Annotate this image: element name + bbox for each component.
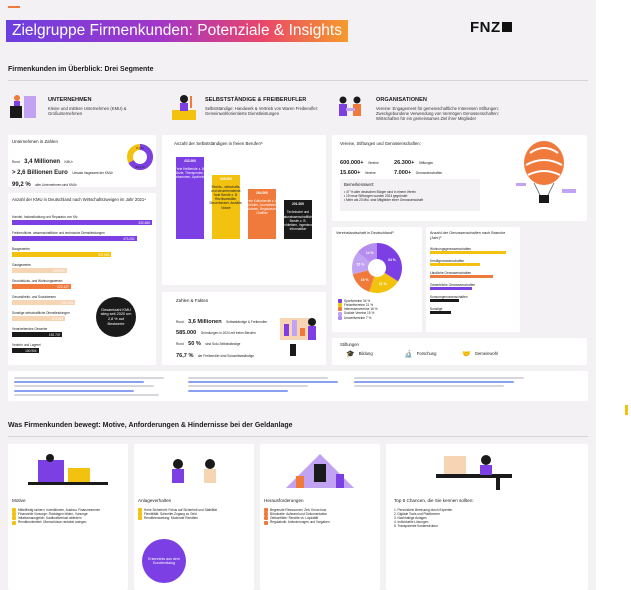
legend-label: Freizeitvereine 21 % [344,303,374,308]
coop-label: Gewerbliche Genossenschaften [430,283,476,287]
challenges-illustration [276,448,364,492]
list-text: Renditeorientiert: Überschüsse rentabel anlegen [18,520,87,525]
coop-label: Sonstige [430,307,443,311]
handshake-icon: 🤝 [462,351,471,358]
self-bar-chart [173,155,316,280]
kmu-bar-label: Verkehr und Lagerei [12,343,41,347]
header-banner [0,0,596,48]
section-divider-2 [8,436,588,437]
coop-list [430,247,516,319]
foundation-item-research [404,350,437,358]
self-bar-value: 264.000 [256,190,268,195]
pie-slice [377,243,402,281]
coop-label: Ländliche Genossenschaften [430,271,472,275]
stat-prefix: Rund [12,160,20,164]
pie-slice-label: 16 % [360,277,369,282]
segment-icon-organizations [335,92,367,122]
donut-label-small: 0,7 % [136,146,144,150]
coop-item [430,307,516,314]
opportunities-title: Top 5 Chancen, die Sie kennen sollten: [394,498,474,503]
coop-item [430,247,516,254]
fact-value: 3,6 Millionen [188,319,222,325]
notes-heading: Bemerkenswert: [344,182,375,187]
self-bar-label: Freie Heilberufe z. B. Ärzte, Therapeuten, Hebammen, Apotheker [173,167,207,180]
orgs-heading: Vereine, Stiftungen und Genossenschaften: [340,141,421,146]
card-association-pie [332,227,422,332]
kmu-bar-value: 379.993 [97,252,110,257]
header-accent-line [8,6,20,8]
card-kmu-chart [8,193,156,365]
stat-text: Genossenschaften [415,171,443,175]
stat-value: 99,2 % [12,182,31,188]
stat-text: Vereine [364,171,376,175]
card-opportunities [386,444,588,590]
motives-title: Motive [12,498,26,503]
section-divider [8,80,588,81]
coop-bar [430,275,493,278]
office-workers-icon [8,92,40,120]
kmu-bar-value: 192.747 [48,332,61,337]
foundations-heading: Stiftungen [340,342,359,347]
kmu-badge: Gesamtzahl KMU stieg seit 2020 um 2,8 % auf Bestwerte [96,297,136,337]
section-heading-overview: Firmenkunden im Überblick: Drei Segmente [8,66,154,73]
list-text: Transparente Kostenstruktur [397,524,438,528]
microscope-icon: 🔬 [404,351,413,358]
self-bar-value: 335.000 [220,177,232,182]
foundation-label: Forschung [416,351,437,357]
self-chart-heading: Anzahl der Selbstständigen in freien Berufen⁵ [174,141,263,146]
pie-legend [338,299,420,320]
orgs-stat-3 [340,161,376,179]
kmu-bar-value: 204.363 [51,316,64,321]
fact-text: Selbstständige & Freiberufler [226,320,268,324]
facts-heading: Zahlen & Fakten [176,298,209,303]
coop-heading: Anzahl der Genossenschaften nach Branche (Jahr)⁹ [430,231,506,240]
graduation-icon: 🎓 [346,351,355,358]
pie-slice-label: 21 % [378,282,387,287]
note-text: 47 % aller deutschen Bürger sind in einem Verein [346,190,416,194]
segment-title-organizations: ORGANISATIONEN [376,97,427,103]
segment-icon-selfemployed [168,92,200,122]
footnote-col-1 [14,377,174,398]
kmu-bar-label: Grundstücks- und Wohnungswesen [12,279,63,283]
stat-value: 26.300+ [394,160,415,166]
card-foundations [332,338,587,365]
list-text: Zielkonflikte: Rendite vs. Liquidität [270,516,319,521]
self-bar-value: 432.000 [184,159,196,163]
kmu-bar-label: Gastgewerbe [12,263,31,267]
legend-label: Interessenvereine 16 % [344,307,378,312]
companies-donut [126,143,154,171]
stat-text: Vereine [367,161,379,165]
list-item [138,516,250,520]
segment-desc-organizations: Vereine: Engagement für gemeinschaftliche Interessen Stiftungen: Zweckgebundene Verwendung von Vermögen Genossenschaften: Wirtschaften für ein gemeinsames Ziel ihrer Mitglieder [376,106,499,122]
fact-value: 585.000 [176,330,197,336]
stat-value: 7.000+ [394,170,412,176]
list-text: Finanzielle Vorsorge: Rücklagen bilden, Vorsorge [18,512,88,517]
list-text: Mittelfristig sichern: Investitionen, Ausbau, Finanzreserven [18,508,101,512]
kmu-bar-value: 532.865 [138,220,150,225]
self-bar-value: 201.000 [292,202,304,207]
insight-badge: Erkenntnis aus dem Kundendialog [142,539,186,583]
pie-slice-label: 15 % [356,262,365,267]
kmu-bar-value: 473.252 [123,236,135,241]
pie-legend-item [338,316,420,320]
note-item: • Mehr als 23 Mio. sind Mitglieder einer Genossenschaft [344,198,423,202]
coop-bar [430,251,506,254]
list-text: Digitale Tools und Plattformen [397,512,440,516]
donut-label-large: 99,3 % [135,165,145,169]
list-text: Flexibilität: Schneller Zugang zu Geld [144,512,197,517]
list-text: Inflationsausgleich: Kaufkraftverlust abfedern [18,516,82,521]
page-title: Zielgruppe Firmenkunden: Potenziale & Insights [6,20,348,42]
stat-text: Stiftungen [418,161,434,165]
footnote-col-2 [188,377,348,394]
list-text: Hohe Sicherheit: Fokus auf Sicherheit und Stabilität [144,508,217,512]
list-text: Individuelle Lösungen [397,520,429,524]
section-heading-motives: Was Firmenkunden bewegt: Motive, Anforderungen & Hindernisse bei der Geldanlage [8,422,293,429]
legend-label: Soziale Vereine 15 % [344,311,375,316]
stat-value: > 2,6 Billionen Euro [12,170,68,176]
segment-title-selfemployed: SELBSTSTÄNDIGE & FREIBERUFLER [205,97,307,103]
foundation-item-common-good [462,350,498,358]
foundation-item-education [346,350,373,358]
pie-slice-label: 34 % [388,258,396,263]
list-text: Bürokratie: Aufwand und Dokumentation [270,512,328,517]
stat-suffix: aller Unternehmen sind KMU³ [35,183,78,187]
challenges-title: Herausforderungen [264,498,304,503]
coop-item [430,295,516,302]
kmu-bar-value: 222.127 [57,284,69,289]
fact-text: Gründungen in 2024 mit freien Berufen [200,331,256,335]
list-text: Renditeerwartung: Moderate Renditen [144,516,199,521]
fact-4 [176,344,254,362]
card-companies-figures [8,135,156,187]
segment-icon-companies [8,92,40,120]
stat-value: 3,4 Millionen [24,159,61,165]
coop-item [430,259,516,266]
pie-slice-label: 14 % [365,250,374,255]
facts-illustration [274,304,322,358]
coop-label: Wohnungsgenossenschaften [430,247,472,251]
challenges-list [264,508,376,525]
note-text: Mehr als 23 Mio. sind Mitglieder einer Genossenschaft [346,198,423,202]
list-text: Begrenzte Ressourcen: Zeit, Know-how [270,508,327,512]
note-text: 19 neue Stiftungen wurden 2024 gegründet [346,194,408,198]
kmu-bar-label: Handel, Instandhaltung und Reparatur von Kfz [12,215,78,219]
stat-value: 15.600+ [340,170,361,176]
orgs-notes [340,179,480,211]
craftsman-icon [168,92,200,122]
behaviour-list [138,508,250,520]
list-item: 2. Digitale Tools und Plattformen [394,512,440,516]
fact-prefix: Rund [176,320,184,324]
stat-value: 600.000+ [340,160,364,166]
fnz-logo [470,19,512,36]
kmu-bar-label: Freiberufliche, wissenschaftliche und technische Dienstleistungen [12,231,105,235]
note-item: • 47 % aller deutschen Bürger sind in einem Verein [344,190,416,194]
coop-bar [430,311,451,314]
coop-bar [430,263,480,266]
list-item [12,520,124,524]
list-text: Persönliche Betreuung durch Experten [397,508,453,512]
foundation-label: Gemeinwohl [474,351,498,357]
stat-suffix: Umsatz insgesamt der KMU³ [72,171,114,175]
pie-heading: Vereinslandschaft in Deutschland⁸ [336,231,394,235]
association-pie-chart [350,241,404,295]
kmu-bar-chart [12,215,154,361]
segment-desc-companies: Kleine und mittlere Unternehmen (KMU) & Großunternehmen [48,106,127,117]
kmu-chart-heading: Anzahl der KMU in Deutschland nach Wirtschaftszweigen im Jahr 2021⁴ [12,197,146,202]
logo-text: FNZ [470,19,501,36]
list-item: 5. Transparente Kostenstruktur [394,524,438,528]
list-item: 3. Nachhaltige Anlagen [394,516,427,520]
kmu-bar-label: Gesundheits- und Sozialwesen [12,295,56,299]
coop-item [430,271,516,278]
companies-stat-3 [12,173,77,191]
hot-air-balloon-icon [512,139,584,219]
card-cooperatives [426,227,520,332]
coop-item [430,283,516,290]
behaviour-title: Anlageverhalten [138,498,172,503]
card-organizations [332,135,587,221]
list-item: 1. Persönliche Betreuung durch Experten [394,508,453,512]
kmu-bar-label: Verarbeitendes Gewerbe [12,327,48,331]
motives-list [12,508,124,525]
segment-desc-selfemployed: Selbstständige: Handwerk & Vertrieb von Waren Freiberufler: Gemeinwohlorientierte Dienstleistungen [205,106,319,117]
kmu-bar-label: Baugewerbe [12,247,30,251]
self-bar-label: Technische und naturwissenschaftliche Berufe z. B. Architekten, Ingenieure, Informatiker [281,210,315,231]
orgs-stat-4 [394,161,442,179]
coop-label: Konsumgenossenschaften [430,295,468,299]
card-challenges [260,444,380,590]
note-item: • 19 neue Stiftungen wurden 2024 gegründet [344,194,408,198]
kmu-bar-label: Sonstige wirtschaftliche Dienstleistungen [12,311,70,315]
self-bar-label: Freie Kulturberufe z. B. Künstler, Journalisten, Autoren, Regisseure, Grafiker [245,198,279,216]
stat-suffix: KMU³ [64,160,73,164]
card-selfemployed-chart [162,135,326,285]
fact-prefix: Rund [176,342,184,346]
card-facts [162,292,326,365]
fact-text: sind Solo-Selbstständige [205,342,241,346]
list-item [264,520,376,524]
kmu-bar-value: 241.341 [61,300,73,305]
motives-illustration [28,450,108,490]
fact-text: der Freiberufler sind Soloselbstständige [197,354,255,358]
segment-title-companies: UNTERNEHMEN [48,97,92,103]
list-text: Nachhaltige Anlagen [397,516,427,520]
list-text: Regulatorik: Anforderungen und Vorgaben [270,520,330,525]
card-investment-behaviour [134,444,254,590]
opportunities-illustration [426,448,522,492]
list-item: 4. Individuelle Lösungen [394,520,429,524]
footnotes [8,371,588,401]
coop-bar [430,299,459,302]
foundation-label: Bildung [358,351,373,357]
self-bar-label: Rechts-, wirtschafts- und steuerberatende freie Berufe z. B. Rechtsanwälte, Steuerberater, Anwälte, Notare [209,185,243,210]
opportunities-list [394,508,514,528]
coop-label: Kreditgenossenschaften [430,259,465,263]
fact-value: 50 % [188,341,201,347]
footnote-col-3 [354,377,534,390]
coop-bar [430,287,472,290]
kmu-bar-value: 100.904 [25,348,37,353]
page-marker [625,405,628,415]
fact-value: 76,7 % [176,353,194,359]
logo-block [502,22,512,32]
legend-label: Umweltvereine 7 % [344,315,372,320]
behaviour-illustration [154,450,234,490]
group-people-icon [335,92,367,122]
legend-label: Sportvereine 34 % [344,299,371,303]
kmu-bar-value: 206.819 [53,268,65,273]
legend-swatch [338,316,342,320]
card-motives [8,444,128,590]
companies-heading: Unternehmen in Zahlen [12,139,58,144]
